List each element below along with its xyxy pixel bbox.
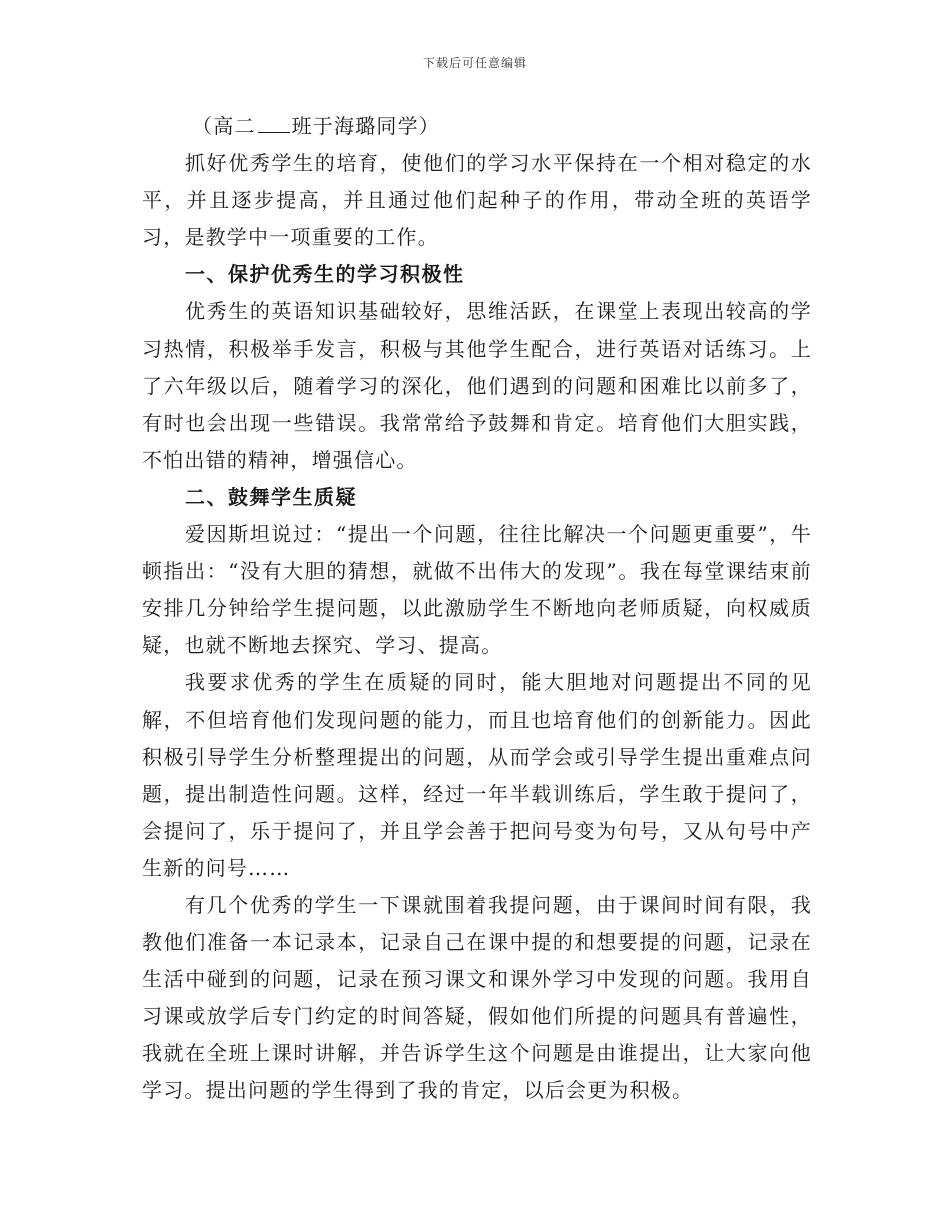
section2-paragraph-2: 我要求优秀的学生在质疑的同时，能大胆地对问题提出不同的见解，不但培育他们发现问题的能力，而且也培育他们的创新能力。因此积极引导学生分析整理提出的问题，从而学会或引导学生提出重难点问题，提出制造性问题。这样，经过一年半载训练后，学生敢于提问了，会提问了，乐于提问了，并且学会善于把问号变为句号，又从句号中产生新的问号……: [142, 670, 812, 880]
subtitle-suffix: 班于海璐同学）: [291, 114, 441, 138]
subtitle-blank: [258, 114, 290, 133]
page-header-note: 下载后可任意编辑: [422, 56, 527, 70]
intro-paragraph: 抓好优秀学生的培育，使他们的学习水平保持在一个相对稳定的水平，并且逐步提高，并且通过他们起种子的作用，带动全班的英语学习，是教学中一项重要的工作。: [142, 151, 812, 250]
section2-paragraph-3: 有几个优秀的学生一下课就围着我提问题，由于课间时间有限，我教他们准备一本记录本，记录自己在课中提的和想要提的问题，记录在生活中碰到的问题，记录在预习课文和课外学习中发现的问题。我用自习课或放学后专门约定的时间答疑，假如他们所提的问题具有普遍性，我就在全班上课时讲解，并告诉学生这个问题是由谁提出，让大家向他学习。提出问题的学生得到了我的肯定，以后会更为积极。: [142, 892, 812, 1103]
subtitle-prefix: （高二: [192, 114, 256, 138]
section1-paragraph: 优秀生的英语知识基础较好，思维活跃，在课堂上表现出较高的学习热情，积极举手发言，积极与其他学生配合，进行英语对话练习。上了六年级以后，随着学习的深化，他们遇到的问题和困难比以前多了，有时也会出现一些错误。我常常给予鼓舞和肯定。培育他们大胆实践，不怕出错的精神，增强信心。: [142, 299, 812, 472]
section2-paragraph-1: 爱因斯坦说过：“提出一个问题，往往比解决一个问题更重要”，牛顿指出：“没有大胆的猜想，就做不出伟大的发现”。我在每堂课结束前安排几分钟给学生提问题，以此激励学生不断地向老师质疑，向权威质疑，也就不断地去探究、学习、提高。: [142, 522, 812, 658]
subtitle-line: [142, 108, 812, 145]
section1-heading: 一、保护优秀生的学习积极性: [185, 262, 465, 287]
section2-heading: 二、鼓舞学生质疑: [185, 484, 357, 509]
document-body: [142, 108, 812, 1110]
